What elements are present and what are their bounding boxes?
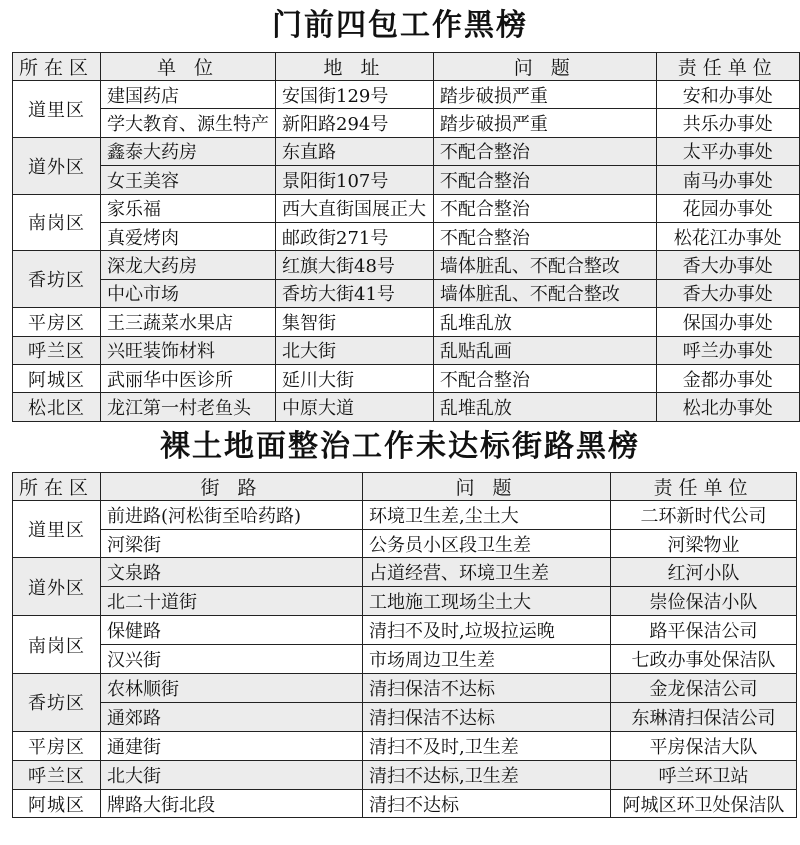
table-cell: 中原大道 (276, 393, 434, 421)
table-cell: 前进路(河松街至哈药路) (101, 500, 363, 529)
district-cell: 呼兰区 (13, 760, 101, 789)
table-cell: 崇俭保洁小队 (611, 587, 797, 616)
table-cell: 工地施工现场尘土大 (363, 587, 611, 616)
table-cell: 环境卫生差,尘土大 (363, 500, 611, 529)
table-cell: 北大街 (101, 760, 363, 789)
table-cell: 不配合整治 (433, 364, 656, 392)
table-row (13, 645, 797, 674)
table-cell: 红河小队 (611, 558, 797, 587)
table-row (13, 393, 800, 421)
table-cell: 不配合整治 (433, 222, 656, 250)
district-cell: 香坊区 (13, 251, 101, 308)
district-cell: 南岗区 (13, 194, 101, 251)
table-cell: 牌路大街北段 (101, 789, 363, 818)
district-cell: 道外区 (13, 137, 101, 194)
table-cell: 阿城区环卫处保洁队 (611, 789, 797, 818)
storefront-blacklist-table (12, 52, 800, 422)
column-header: 街 路 (101, 472, 363, 500)
column-header: 责任单位 (656, 53, 799, 81)
table-cell: 北二十道街 (101, 587, 363, 616)
table-row (13, 336, 800, 364)
table-cell: 墙体脏乱、不配合整改 (433, 279, 656, 307)
column-header: 责任单位 (611, 472, 797, 500)
district-cell: 香坊区 (13, 674, 101, 732)
table-cell: 清扫不达标,卫生差 (363, 760, 611, 789)
table-cell: 乱堆乱放 (433, 393, 656, 421)
table-cell: 清扫保洁不达标 (363, 702, 611, 731)
blacklist-title-bare-soil: 裸土地面整治工作未达标街路黑榜 (160, 428, 640, 464)
table-cell: 安国街129号 (276, 81, 434, 109)
table-cell: 东直路 (276, 137, 434, 165)
table-cell: 不配合整治 (433, 194, 656, 222)
table-cell: 香坊大街41号 (276, 279, 434, 307)
table-cell: 保国办事处 (656, 308, 799, 336)
table-cell: 东琳清扫保洁公司 (611, 702, 797, 731)
table-cell: 龙江第一村老鱼头 (101, 393, 276, 421)
table-cell: 鑫泰大药房 (101, 137, 276, 165)
table-cell: 中心市场 (101, 279, 276, 307)
table-row (13, 81, 800, 109)
table-row (13, 616, 797, 645)
table-cell: 乱堆乱放 (433, 308, 656, 336)
table-row (13, 529, 797, 558)
table-cell: 墙体脏乱、不配合整改 (433, 251, 656, 279)
column-header: 问 题 (433, 53, 656, 81)
table-cell: 清扫不达标 (363, 789, 611, 818)
table-row (13, 222, 800, 250)
table-cell: 二环新时代公司 (611, 500, 797, 529)
table-cell: 北大街 (276, 336, 434, 364)
table-header-row (13, 472, 797, 500)
table-cell: 清扫不及时,卫生差 (363, 731, 611, 760)
table-cell: 农林顺街 (101, 674, 363, 703)
table-cell: 新阳路294号 (276, 109, 434, 137)
table-cell: 金都办事处 (656, 364, 799, 392)
table-cell: 家乐福 (101, 194, 276, 222)
district-cell: 松北区 (13, 393, 101, 421)
table-cell: 占道经营、环境卫生差 (363, 558, 611, 587)
table-row (13, 789, 797, 818)
table-cell: 呼兰环卫站 (611, 760, 797, 789)
table-cell: 共乐办事处 (656, 109, 799, 137)
table-header-row (13, 53, 800, 81)
table-cell: 清扫保洁不达标 (363, 674, 611, 703)
table-row (13, 308, 800, 336)
district-cell: 道外区 (13, 558, 101, 616)
table-cell: 香大办事处 (656, 251, 799, 279)
table-row (13, 500, 797, 529)
table-cell: 南马办事处 (656, 166, 799, 194)
table-cell: 景阳街107号 (276, 166, 434, 194)
table-cell: 踏步破损严重 (433, 81, 656, 109)
district-cell: 阿城区 (13, 789, 101, 818)
table-cell: 清扫不及时,垃圾拉运晚 (363, 616, 611, 645)
table-row (13, 674, 797, 703)
bare-soil-blacklist-table (12, 472, 797, 819)
table-cell: 学大教育、源生特产 (101, 109, 276, 137)
district-cell: 道里区 (13, 81, 101, 138)
column-header: 地 址 (276, 53, 434, 81)
table-cell: 呼兰办事处 (656, 336, 799, 364)
district-cell: 南岗区 (13, 616, 101, 674)
table-cell: 深龙大药房 (101, 251, 276, 279)
table-cell: 女王美容 (101, 166, 276, 194)
table-row (13, 279, 800, 307)
table-row (13, 731, 797, 760)
district-cell: 阿城区 (13, 364, 101, 392)
table-cell: 建国药店 (101, 81, 276, 109)
table-row (13, 587, 797, 616)
table-cell: 金龙保洁公司 (611, 674, 797, 703)
table-row (13, 166, 800, 194)
table-cell: 延川大街 (276, 364, 434, 392)
table-cell: 汉兴街 (101, 645, 363, 674)
blacklist-title-storefront: 门前四包工作黑榜 (272, 8, 528, 43)
table-cell: 兴旺装饰材料 (101, 336, 276, 364)
table-cell: 松北办事处 (656, 393, 799, 421)
table-row (13, 137, 800, 165)
table-row (13, 109, 800, 137)
district-cell: 呼兰区 (13, 336, 101, 364)
table-row (13, 364, 800, 392)
table-row (13, 194, 800, 222)
table-cell: 香大办事处 (656, 279, 799, 307)
table-cell: 文泉路 (101, 558, 363, 587)
table-row (13, 558, 797, 587)
table-cell: 河梁街 (101, 529, 363, 558)
table-row (13, 702, 797, 731)
table-cell: 花园办事处 (656, 194, 799, 222)
column-header: 问 题 (363, 472, 611, 500)
column-header: 所在区 (13, 53, 101, 81)
district-cell: 平房区 (13, 308, 101, 336)
table-cell: 公务员小区段卫生差 (363, 529, 611, 558)
table-cell: 踏步破损严重 (433, 109, 656, 137)
table-cell: 红旗大街48号 (276, 251, 434, 279)
table-row (13, 251, 800, 279)
table-cell: 路平保洁公司 (611, 616, 797, 645)
table-cell: 真爱烤肉 (101, 222, 276, 250)
table-cell: 保健路 (101, 616, 363, 645)
table-cell: 王三蔬菜水果店 (101, 308, 276, 336)
table-cell: 不配合整治 (433, 137, 656, 165)
column-header: 所在区 (13, 472, 101, 500)
column-header: 单 位 (101, 53, 276, 81)
table-cell: 七政办事处保洁队 (611, 645, 797, 674)
table-cell: 安和办事处 (656, 81, 799, 109)
district-cell: 道里区 (13, 500, 101, 558)
table-cell: 通郊路 (101, 702, 363, 731)
table-cell: 通建街 (101, 731, 363, 760)
table-cell: 市场周边卫生差 (363, 645, 611, 674)
table-cell: 太平办事处 (656, 137, 799, 165)
district-cell: 平房区 (13, 731, 101, 760)
table-cell: 乱贴乱画 (433, 336, 656, 364)
table-cell: 不配合整治 (433, 166, 656, 194)
table-cell: 河梁物业 (611, 529, 797, 558)
table-cell: 武丽华中医诊所 (101, 364, 276, 392)
table-cell: 西大直街国展正大 (276, 194, 434, 222)
table-cell: 平房保洁大队 (611, 731, 797, 760)
table-cell: 集智街 (276, 308, 434, 336)
table-cell: 邮政街271号 (276, 222, 434, 250)
table-cell: 松花江办事处 (656, 222, 799, 250)
table-row (13, 760, 797, 789)
